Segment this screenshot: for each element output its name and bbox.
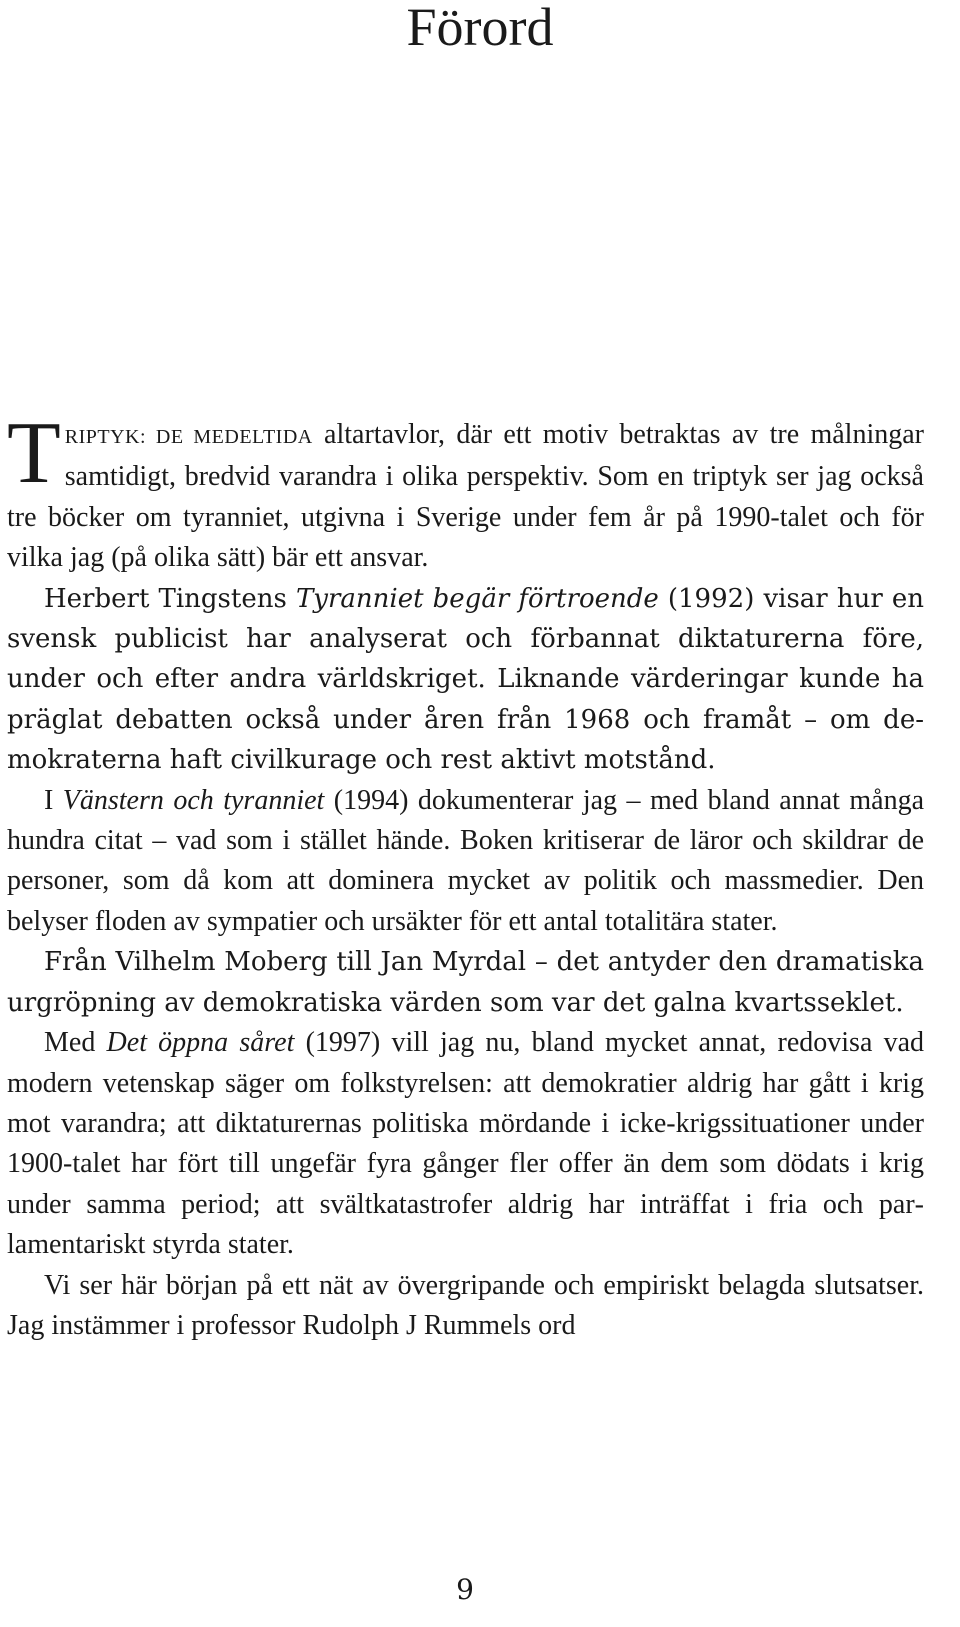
book-title-oppna-saret: Det öppna såret (106, 1027, 295, 1059)
drop-cap: T (7, 405, 61, 502)
paragraph-3 (7, 781, 924, 943)
page-number: 9 (456, 1573, 474, 1606)
book-title-vanstern: Vänstern och tyranniet (62, 784, 325, 816)
paragraph-3-text-b: (1994) dokumenterar jag – med bland annat många hundra citat – vad som i stället hände. Boken kritiserar de läror och skildrar de personer, som då kom att dominera mycket av politik och massmedier. Den belyser floden av sympatier och ursäkter för ett antal totalitära stater. (7, 784, 925, 937)
paragraph-5-text-b: (1997) vill jag nu, bland mycket annat, redovisa vad modern vetenskap säger om folkstyrelsen: att demokratier aldrig har gått i krig mot varandra; att diktaturernas politiska mördande i icke-krigssituationer under 1900-talet har fört till ungefär fyra gånger fler offer än dem som dödats i krig under samma period; att svältkatastrofer aldrig har inträffat i fria och parlamentariskt styrda stater. (7, 1027, 925, 1261)
paragraph-2 (7, 579, 924, 781)
paragraph-2-text-b: (1992) visar hur en svensk publicist har analyserat och förbannat diktaturerna före, under och efter andra världskriget. Liknande värderingar kunde ha präglat debatten också under åren från 1968 och framåt – om demokraterna haft civilkurage och rest aktivt motstånd. (7, 583, 924, 776)
chapter-title: Förord (406, 0, 554, 57)
paragraph-5-text-a: Med (44, 1027, 107, 1059)
paragraph-1-text: altartavlor, där ett motiv betraktas av tre målningar samtidigt, bredvid varandra i olika perspektiv. Som en triptyk ser jag också tre böcker om tyranniet, utgivna i Sverige under fem år på 1990-talet och för vilka jag (på olika sätt) bär ett ansvar. (7, 419, 924, 574)
paragraph-3-text-a: I (44, 784, 63, 816)
body-text (7, 405, 925, 1346)
paragraph-4: Från Vilhelm Moberg till Jan Myrdal – det antyder den dramatiska urgröpning av demokratiska värden som var det galna kvartsseklet. (7, 947, 924, 1018)
paragraph-2-text-a: Herbert Tingstens (44, 583, 296, 614)
small-caps-lead: RIPTYK: DE MEDELTIDA (64, 426, 313, 448)
paragraph-5 (7, 1023, 924, 1265)
paragraph-6: Vi ser här början på ett nät av övergripande och empiriskt belagda slutsatser. Jag instämmer i professor Rudolph J Rummels ord (7, 1269, 924, 1341)
book-title-tingsten: Tyranniet begär förtroende (295, 583, 659, 614)
paragraph-1 (7, 405, 924, 579)
